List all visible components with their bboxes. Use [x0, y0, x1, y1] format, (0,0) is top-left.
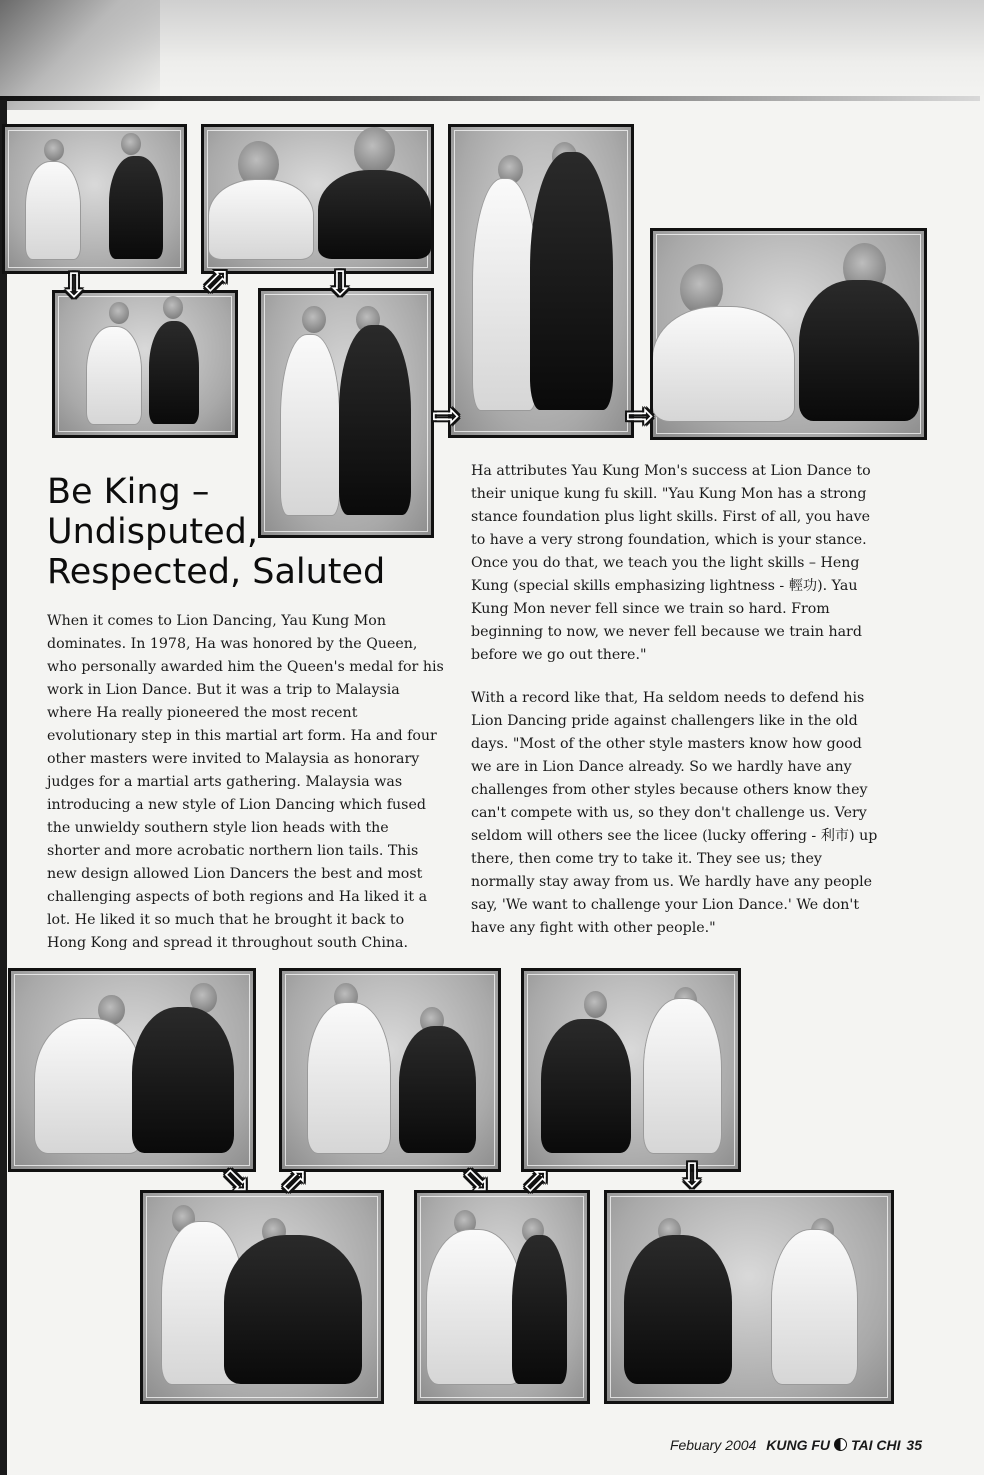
- arrow-down-icon: ⇩: [59, 266, 89, 306]
- photo-sequence-top-1: [2, 124, 187, 274]
- photo-sequence-bottom-3: [521, 968, 741, 1172]
- photo-sequence-bottom-5: [414, 1190, 590, 1404]
- arrow-down-right-icon: ⬂: [221, 1160, 251, 1200]
- magazine-name-suffix: TAI CHI: [851, 1437, 901, 1453]
- yin-yang-icon: [834, 1438, 847, 1451]
- article-headline: [47, 472, 386, 592]
- photo-sequence-bottom-6: [604, 1190, 894, 1404]
- arrow-up-right-icon: ⬀: [201, 260, 231, 300]
- photo-sequence-top-3: [52, 290, 238, 438]
- photo-sequence-top-2: [201, 124, 434, 274]
- arrow-right-icon: ⇨: [625, 396, 655, 436]
- body-paragraph: Ha attributes Yau Kung Mon's success at Lion Dance to their unique kung fu skill. "Yau Kung Mon has a strong stance foundation plus light skills. First of all, you have to have a very strong foundation, which is your stance. Once you do that, we teach you the light skills – Heng Kung (special skills emphasizing lightness - 輕功). Yau Kung Mon never fell since we train so hard. From beginning to now, we never fell because we train hard before we go out there.": [471, 463, 871, 663]
- arrow-down-icon: ⇩: [677, 1156, 707, 1196]
- headline-line: Be King –: [47, 472, 210, 512]
- headline-line: Undisputed,: [47, 512, 258, 552]
- right-column: [471, 460, 883, 960]
- body-paragraph: When it comes to Lion Dancing, Yau Kung Mon dominates. In 1978, Ha was honored by the Queen, who personally awarded him the Queen's medal for his work in Lion Dance. But it was a trip to Malaysia where Ha really pioneered the most recent evolutionary step in this martial art form. Ha and four other masters were invited to Malaysia as honorary judges for a martial arts gathering. Malaysia was introducing a new style of Lion Dancing which fused the unwieldy southern style lion heads with the shorter and more acrobatic northern lion tails. This new design allowed Lion Dancers the best and most challenging aspects of both regions and Ha liked it a lot. He liked it so much that he brought it back to Hong Kong and spread it throughout south China.: [47, 613, 444, 951]
- headline-line: Respected, Saluted: [47, 552, 386, 592]
- page-left-edge: [0, 100, 7, 1475]
- scan-shadow-corner: [0, 0, 160, 110]
- photo-sequence-bottom-1: [8, 968, 256, 1172]
- page-footer: [670, 1437, 922, 1453]
- arrow-down-icon: ⇩: [325, 264, 355, 304]
- arrow-right-icon: ⇨: [431, 396, 461, 436]
- page-number: 35: [906, 1437, 922, 1453]
- arrow-up-right-icon: ⬀: [521, 1160, 551, 1200]
- body-paragraph: With a record like that, Ha seldom needs to defend his Lion Dancing pride against challengers like in the old days. "Most of the other style masters know how good we are in Lion Dance already. So we hardly have any challenges from other styles because others know they can't compete with us, so they don't challenge us. Very seldom will others see the licee (lucky offering - 利市) up there, then come try to take it. They see us; they normally stay away from us. We hardly have any people say, 'We want to challenge your Lion Dance.' We don't have any fight with other people.": [471, 690, 878, 936]
- page-top-rule: [0, 96, 980, 101]
- photo-sequence-bottom-2: [279, 968, 501, 1172]
- photo-sequence-top-6: [650, 228, 927, 440]
- photo-sequence-top-5: [448, 124, 634, 438]
- magazine-name: KUNG FU: [766, 1437, 831, 1453]
- photo-sequence-bottom-4: [140, 1190, 384, 1404]
- arrow-down-right-icon: ⬂: [461, 1160, 491, 1200]
- left-column: [47, 610, 445, 975]
- issue-date: Febuary 2004: [669, 1437, 757, 1453]
- arrow-up-right-icon: ⬀: [279, 1160, 309, 1200]
